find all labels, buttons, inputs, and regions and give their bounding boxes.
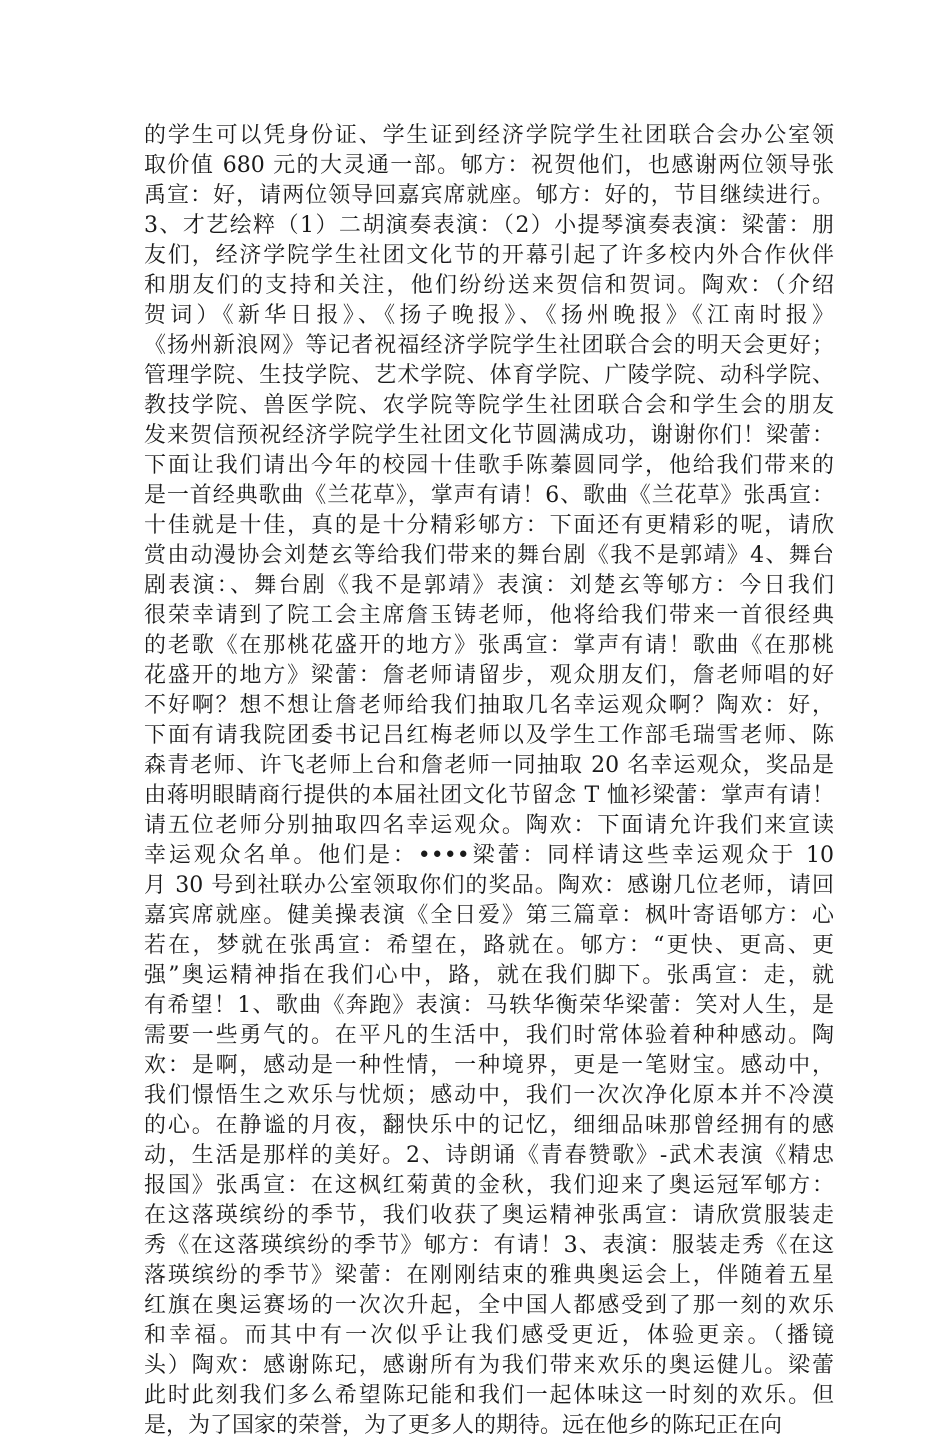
text-line: 很荣幸请到了院工会主席詹玉铸老师，他将给我们带来一首很经典 [144,603,834,628]
text-line: 嘉宾席就座。健美操表演《全日爱》第三篇章：枫叶寄语郇方：心 [144,903,834,928]
text-line: 3、才艺绘粹（1）二胡演奏表演：（2）小提琴演奏表演：梁蕾：朋 [144,213,834,238]
text-line: 禹宣：好，请两位领导回嘉宾席就座。郇方：好的，节目继续进行。 [144,183,834,208]
text-line: 下面让我们请出今年的校园十佳歌手陈蓁圆同学，他给我们带来的 [144,453,834,478]
text-line: 花盛开的地方》梁蕾：詹老师请留步，观众朋友们，詹老师唱的好 [144,663,834,688]
text-line: 头）陶欢：感谢陈玘，感谢所有为我们带来欢乐的奥运健儿。梁蕾 [144,1353,834,1378]
text-line: 红旗在奥运赛场的一次次升起，全中国人都感受到了那一刻的欢乐 [144,1293,834,1318]
text-line: 请五位老师分别抽取四名幸运观众。陶欢：下面请允许我们来宣读 [144,813,834,838]
text-line: 不好啊？想不想让詹老师给我们抽取几名幸运观众啊？陶欢：好， [144,693,834,718]
body-text [144,121,834,1441]
text-line: 管理学院、生技学院、艺术学院、体育学院、广陵学院、动科学院、 [144,363,834,388]
text-line: 友们，经济学院学生社团文化节的开幕引起了许多校内外合作伙伴 [144,243,834,268]
text-line: 下面有请我院团委书记吕红梅老师以及学生工作部毛瑞雪老师、陈 [144,723,834,748]
text-line: 发来贺信预祝经济学院学生社团文化节圆满成功，谢谢你们！梁蕾： [144,423,834,448]
text-line: 贺词）《新华日报》、《扬子晚报》、《扬州晚报》《江南时报》 [144,303,834,328]
text-line: 落瑛缤纷的季节》梁蕾：在刚刚结束的雅典奥运会上，伴随着五星 [144,1263,834,1288]
text-line: 月 30 号到社联办公室领取你们的奖品。陶欢：感谢几位老师，请回 [144,873,834,898]
text-line: 森青老师、许飞老师上台和詹老师一同抽取 20 名幸运观众，奖品是 [144,753,834,778]
text-line: 和朋友们的支持和关注，他们纷纷送来贺信和贺词。陶欢：（介绍 [144,273,834,298]
text-line: 报国》张禹宣：在这枫红菊黄的金秋，我们迎来了奥运冠军郇方： [144,1173,834,1198]
text-line: 赏由动漫协会刘楚玄等给我们带来的舞台剧《我不是郭靖》4、舞台 [144,543,834,568]
text-line: 由蒋明眼睛商行提供的本届社团文化节留念 T 恤衫梁蕾：掌声有请！ [144,783,834,808]
text-line: 动，生活是那样的美好。2、诗朗诵《青春赞歌》-武术表演《精忠 [144,1143,834,1168]
text-line: 需要一些勇气的。在平凡的生活中，我们时常体验着种种感动。陶 [144,1023,834,1048]
text-line: 是，为了国家的荣誉，为了更多人的期待。远在他乡的陈玘正在向 [144,1413,783,1438]
text-line: 若在，梦就在张禹宣：希望在，路就在。郇方：“更快、更高、更 [144,933,834,958]
text-line: 《扬州新浪网》等记者祝福经济学院学生社团联合会的明天会更好； [144,333,834,358]
text-line: 我们憬悟生之欢乐与忧烦；感动中，我们一次次净化原本并不冷漠 [144,1083,834,1108]
text-line: 的心。在静谧的月夜，翻快乐中的记忆，细细品味那曾经拥有的感 [144,1113,834,1138]
text-line: 取价值 680 元的大灵通一部。郇方：祝贺他们，也感谢两位领导张 [144,153,834,178]
text-line: 和幸福。而其中有一次似乎让我们感受更近，体验更亲。（播镜 [144,1323,834,1348]
text-line: 剧表演：、舞台剧《我不是郭靖》表演：刘楚玄等郇方：今日我们 [144,573,834,598]
text-line: 教技学院、兽医学院、农学院等院学生社团联合会和学生会的朋友 [144,393,834,418]
text-line: 秀《在这落瑛缤纷的季节》郇方：有请！3、表演：服装走秀《在这 [144,1233,834,1258]
text-line: 的学生可以凭身份证、学生证到经济学院学生社团联合会办公室领 [144,123,834,148]
text-line: 十佳就是十佳，真的是十分精彩郇方：下面还有更精彩的呢，请欣 [144,513,834,538]
text-line: 强”奥运精神指在我们心中，路，就在我们脚下。张禹宣：走，就 [144,963,834,988]
text-line: 幸运观众名单。他们是：••••梁蕾：同样请这些幸运观众于 10 [144,843,834,868]
text-line: 在这落瑛缤纷的季节，我们收获了奥运精神张禹宣：请欣赏服装走 [144,1203,834,1228]
text-line: 欢：是啊，感动是一种性情，一种境界，更是一笔财宝。感动中， [144,1053,834,1078]
text-line: 此时此刻我们多么希望陈玘能和我们一起体味这一时刻的欢乐。但 [144,1383,834,1408]
text-line: 有希望！1、歌曲《奔跑》表演：马轶华衡荣华梁蕾：笑对人生，是 [144,993,834,1018]
text-line: 的老歌《在那桃花盛开的地方》张禹宣：掌声有请！歌曲《在那桃 [144,633,834,658]
text-line: 是一首经典歌曲《兰花草》，掌声有请！6、歌曲《兰花草》张禹宣： [144,483,834,508]
